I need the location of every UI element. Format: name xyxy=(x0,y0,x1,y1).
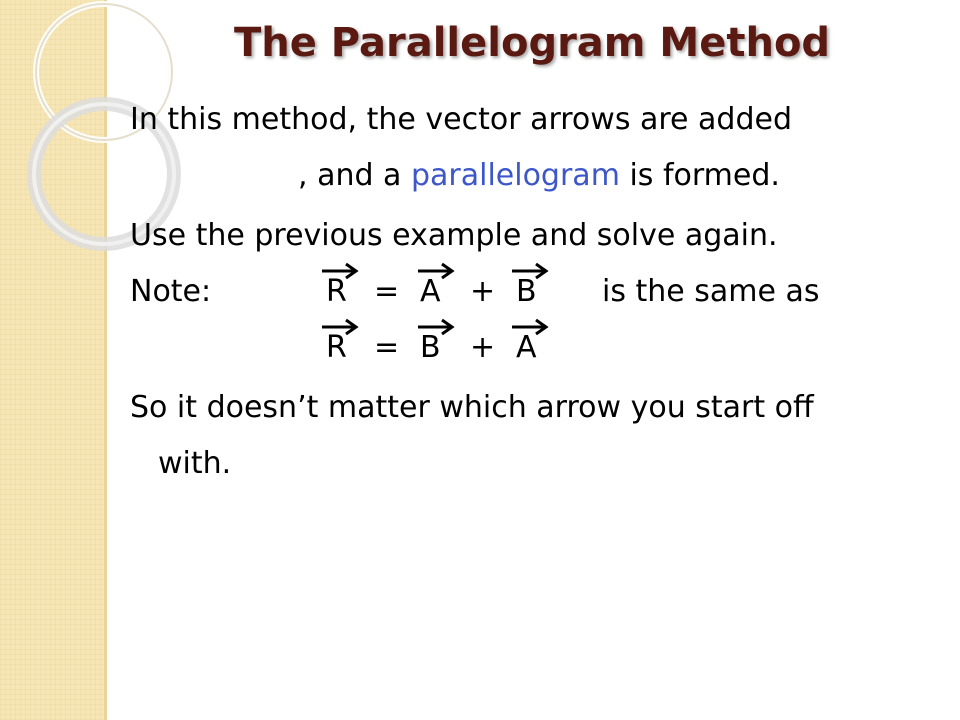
eq1-vector-b: B xyxy=(516,274,537,309)
body-line-7: with. xyxy=(158,446,232,481)
vector-arrow-icon xyxy=(416,318,456,334)
vector-arrow-icon xyxy=(320,262,360,278)
eq2-vector-a: A xyxy=(516,330,537,365)
eq1-vector-a: A xyxy=(420,274,441,309)
body-line-6: So it doesn’t matter which arrow you start off xyxy=(130,390,814,425)
vector-arrow-icon xyxy=(320,318,360,334)
note-label: Note: xyxy=(130,274,212,309)
vector-arrow-icon xyxy=(416,262,456,278)
eq1-tail-text: is the same as xyxy=(602,274,820,309)
body-line-2 xyxy=(298,158,780,194)
body-line-1: In this method, the vector arrows are added xyxy=(130,102,793,137)
vector-arrow-icon xyxy=(510,318,550,334)
body-line-2-prefix: , and a xyxy=(298,158,411,193)
slide-title: The Parallelogram Method xyxy=(233,20,831,66)
eq1-vector-r: R xyxy=(326,274,347,309)
eq2-vector-r: R xyxy=(326,330,347,365)
body-line-2-suffix: is formed. xyxy=(619,158,780,193)
eq1-plus: + xyxy=(470,274,496,309)
body-line-3: Use the previous example and solve again. xyxy=(130,218,778,253)
vector-arrow-icon xyxy=(510,262,550,278)
eq1-equals: = xyxy=(374,274,400,309)
parallelogram-highlight: parallelogram xyxy=(410,158,620,193)
eq2-plus: + xyxy=(470,330,496,365)
eq2-vector-b: B xyxy=(420,330,441,365)
eq2-equals: = xyxy=(374,330,400,365)
